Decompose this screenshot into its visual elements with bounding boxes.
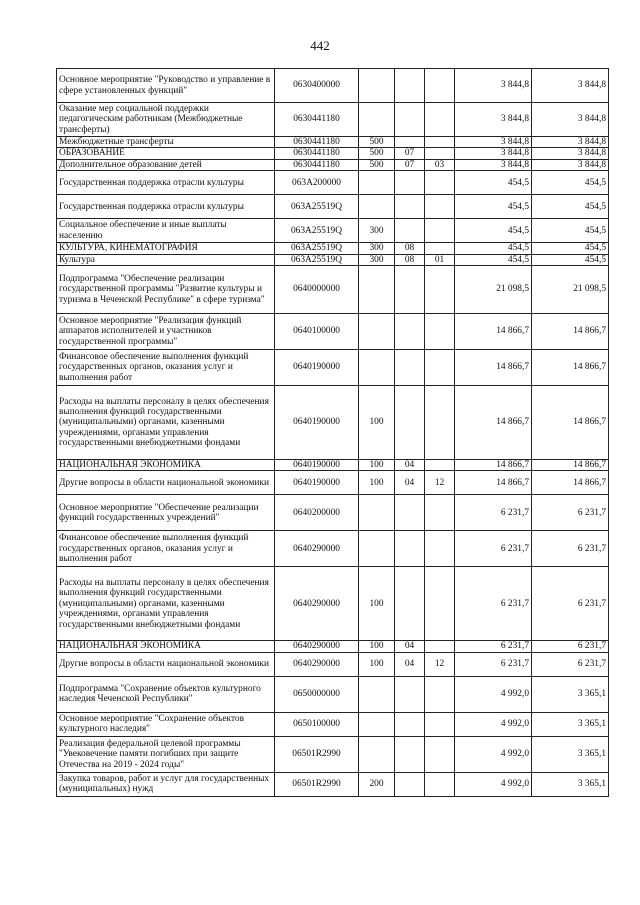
target-code-cell: 063A25519Q — [275, 219, 359, 243]
expense-type-cell — [359, 314, 395, 350]
subsection-cell — [425, 243, 455, 254]
amount-year2-cell: 3 365,1 — [532, 772, 609, 796]
section-cell — [395, 171, 425, 195]
subsection-cell — [425, 103, 455, 137]
amount-year2-cell: 14 866,7 — [532, 460, 609, 471]
table-row — [57, 195, 609, 219]
amount-year1-cell: 14 866,7 — [455, 471, 532, 495]
amount-year1-cell: 14 866,7 — [455, 386, 532, 460]
table-row — [57, 148, 609, 159]
target-code-cell: 0640190000 — [275, 471, 359, 495]
amount-year2-cell: 454,5 — [532, 171, 609, 195]
amount-year1-cell: 3 844,8 — [455, 69, 532, 103]
amount-year1-cell: 3 844,8 — [455, 148, 532, 159]
target-code-cell: 0640100000 — [275, 314, 359, 350]
table-row — [57, 243, 609, 254]
section-cell — [395, 495, 425, 531]
expense-name-cell: Оказание мер социальной поддержки педагогическим работникам (Межбюджетные трансферты) — [57, 103, 275, 137]
expense-name-cell: НАЦИОНАЛЬНАЯ ЭКОНОМИКА — [57, 460, 275, 471]
section-cell: 04 — [395, 471, 425, 495]
subsection-cell — [425, 386, 455, 460]
table-row — [57, 531, 609, 567]
amount-year2-cell: 3 365,1 — [532, 736, 609, 772]
expense-name-cell: Расходы на выплаты персоналу в целях обеспечения выполнения функций государственными (муниципальными) органами, казенными учреждениями, органами управления государственными внебюджетными фондами — [57, 386, 275, 460]
amount-year2-cell: 3 365,1 — [532, 676, 609, 712]
expense-type-cell: 100 — [359, 386, 395, 460]
subsection-cell — [425, 495, 455, 531]
table-row — [57, 736, 609, 772]
expense-type-cell: 100 — [359, 641, 395, 652]
subsection-cell — [425, 195, 455, 219]
section-cell: 08 — [395, 243, 425, 254]
table-row — [57, 471, 609, 495]
section-cell — [395, 712, 425, 736]
table-row — [57, 641, 609, 652]
target-code-cell: 063A200000 — [275, 171, 359, 195]
amount-year1-cell: 454,5 — [455, 219, 532, 243]
table-row — [57, 712, 609, 736]
amount-year1-cell: 4 992,0 — [455, 676, 532, 712]
amount-year2-cell: 6 231,7 — [532, 495, 609, 531]
amount-year1-cell: 4 992,0 — [455, 712, 532, 736]
table-row — [57, 254, 609, 265]
target-code-cell: 06501R2990 — [275, 772, 359, 796]
table-row — [57, 772, 609, 796]
amount-year2-cell: 3 844,8 — [532, 148, 609, 159]
target-code-cell: 0640190000 — [275, 350, 359, 386]
expense-type-cell — [359, 350, 395, 386]
section-cell — [395, 314, 425, 350]
amount-year1-cell: 454,5 — [455, 243, 532, 254]
amount-year2-cell: 14 866,7 — [532, 471, 609, 495]
subsection-cell — [425, 314, 455, 350]
amount-year1-cell: 14 866,7 — [455, 314, 532, 350]
section-cell — [395, 219, 425, 243]
amount-year1-cell: 14 866,7 — [455, 350, 532, 386]
table-row — [57, 652, 609, 676]
expense-type-cell: 300 — [359, 243, 395, 254]
amount-year1-cell: 6 231,7 — [455, 567, 532, 641]
subsection-cell — [425, 567, 455, 641]
expense-name-cell: Подпрограмма "Обеспечение реализации государственной программы "Развитие культуры и туризма в Чеченской Республике" в сфере туризма" — [57, 266, 275, 314]
amount-year1-cell: 4 992,0 — [455, 736, 532, 772]
target-code-cell: 0630441180 — [275, 103, 359, 137]
amount-year1-cell: 6 231,7 — [455, 495, 532, 531]
amount-year2-cell: 6 231,7 — [532, 652, 609, 676]
table-row — [57, 386, 609, 460]
subsection-cell — [425, 266, 455, 314]
expense-type-cell — [359, 736, 395, 772]
expense-type-cell: 100 — [359, 652, 395, 676]
amount-year2-cell: 3 844,8 — [532, 103, 609, 137]
table-row — [57, 350, 609, 386]
target-code-cell: 0640290000 — [275, 641, 359, 652]
section-cell: 07 — [395, 148, 425, 159]
amount-year2-cell: 454,5 — [532, 219, 609, 243]
amount-year1-cell: 3 844,8 — [455, 103, 532, 137]
expense-type-cell — [359, 712, 395, 736]
amount-year2-cell: 14 866,7 — [532, 386, 609, 460]
section-cell — [395, 676, 425, 712]
expense-name-cell: Социальное обеспечение и иные выплаты населению — [57, 219, 275, 243]
subsection-cell — [425, 736, 455, 772]
amount-year1-cell: 3 844,8 — [455, 159, 532, 170]
section-cell — [395, 531, 425, 567]
subsection-cell — [425, 350, 455, 386]
expense-type-cell — [359, 531, 395, 567]
table-row — [57, 137, 609, 148]
expense-type-cell: 100 — [359, 471, 395, 495]
table-row — [57, 495, 609, 531]
target-code-cell: 0630400000 — [275, 69, 359, 103]
subsection-cell — [425, 712, 455, 736]
expense-name-cell: Межбюджетные трансферты — [57, 137, 275, 148]
target-code-cell: 063A25519Q — [275, 243, 359, 254]
amount-year1-cell: 6 231,7 — [455, 531, 532, 567]
target-code-cell: 0640290000 — [275, 652, 359, 676]
expense-name-cell: Закупка товаров, работ и услуг для государственных (муниципальных) нужд — [57, 772, 275, 796]
section-cell — [395, 567, 425, 641]
amount-year2-cell: 454,5 — [532, 254, 609, 265]
table-row — [57, 266, 609, 314]
amount-year2-cell: 14 866,7 — [532, 314, 609, 350]
table-row — [57, 676, 609, 712]
amount-year1-cell: 454,5 — [455, 254, 532, 265]
amount-year1-cell: 14 866,7 — [455, 460, 532, 471]
target-code-cell: 0630441180 — [275, 159, 359, 170]
target-code-cell: 063A25519Q — [275, 195, 359, 219]
section-cell — [395, 69, 425, 103]
page-number: 442 — [310, 38, 330, 53]
expense-type-cell — [359, 266, 395, 314]
amount-year1-cell: 454,5 — [455, 171, 532, 195]
section-cell: 08 — [395, 254, 425, 265]
expense-type-cell: 100 — [359, 567, 395, 641]
table-row — [57, 314, 609, 350]
section-cell — [395, 195, 425, 219]
table-row — [57, 159, 609, 170]
amount-year2-cell: 21 098,5 — [532, 266, 609, 314]
expense-name-cell: Основное мероприятие "Обеспечение реализации функций государственных учреждений" — [57, 495, 275, 531]
table-row — [57, 219, 609, 243]
subsection-cell — [425, 148, 455, 159]
table-row — [57, 171, 609, 195]
expense-name-cell: Другие вопросы в области национальной экономики — [57, 652, 275, 676]
section-cell — [395, 736, 425, 772]
subsection-cell — [425, 171, 455, 195]
subsection-cell: 01 — [425, 254, 455, 265]
expense-name-cell: КУЛЬТУРА, КИНЕМАТОГРАФИЯ — [57, 243, 275, 254]
expense-name-cell: Дополнительное образование детей — [57, 159, 275, 170]
subsection-cell — [425, 641, 455, 652]
budget-table — [56, 68, 609, 797]
expense-type-cell — [359, 495, 395, 531]
target-code-cell: 06501R2990 — [275, 736, 359, 772]
target-code-cell: 0640290000 — [275, 567, 359, 641]
amount-year1-cell: 454,5 — [455, 195, 532, 219]
expense-type-cell: 500 — [359, 148, 395, 159]
section-cell: 04 — [395, 641, 425, 652]
target-code-cell: 0630441180 — [275, 148, 359, 159]
section-cell: 04 — [395, 460, 425, 471]
amount-year2-cell: 3 844,8 — [532, 69, 609, 103]
section-cell: 07 — [395, 159, 425, 170]
section-cell — [395, 350, 425, 386]
expense-name-cell: Государственная поддержка отрасли культуры — [57, 171, 275, 195]
target-code-cell: 0640190000 — [275, 386, 359, 460]
target-code-cell: 0640290000 — [275, 531, 359, 567]
expense-type-cell — [359, 676, 395, 712]
target-code-cell: 0650100000 — [275, 712, 359, 736]
budget-table-body — [57, 69, 609, 797]
amount-year2-cell: 14 866,7 — [532, 350, 609, 386]
subsection-cell — [425, 531, 455, 567]
expense-name-cell: Культура — [57, 254, 275, 265]
expense-name-cell: Расходы на выплаты персоналу в целях обеспечения выполнения функций государственными (муниципальными) органами, казенными учреждениями, органами управления государственными внебюджетными фондами — [57, 567, 275, 641]
table-row — [57, 103, 609, 137]
expense-name-cell: Государственная поддержка отрасли культуры — [57, 195, 275, 219]
expense-name-cell: Другие вопросы в области национальной экономики — [57, 471, 275, 495]
expense-type-cell — [359, 69, 395, 103]
target-code-cell: 063A25519Q — [275, 254, 359, 265]
expense-type-cell: 100 — [359, 460, 395, 471]
expense-name-cell: Основное мероприятие "Реализация функций аппаратов исполнителей и участников государственной программы" — [57, 314, 275, 350]
expense-name-cell: Основное мероприятие "Сохранение объектов культурного наследия" — [57, 712, 275, 736]
subsection-cell — [425, 69, 455, 103]
amount-year2-cell: 3 844,8 — [532, 137, 609, 148]
amount-year2-cell: 3 365,1 — [532, 712, 609, 736]
amount-year1-cell: 4 992,0 — [455, 772, 532, 796]
section-cell — [395, 103, 425, 137]
expense-name-cell: Реализация федеральной целевой программы "Увековечение памяти погибших при защите Отечества на 2019 - 2024 годы" — [57, 736, 275, 772]
section-cell — [395, 266, 425, 314]
amount-year1-cell: 21 098,5 — [455, 266, 532, 314]
table-row — [57, 567, 609, 641]
expense-type-cell: 300 — [359, 219, 395, 243]
target-code-cell: 0640000000 — [275, 266, 359, 314]
amount-year1-cell: 6 231,7 — [455, 652, 532, 676]
section-cell — [395, 137, 425, 148]
amount-year2-cell: 3 844,8 — [532, 159, 609, 170]
target-code-cell: 0640190000 — [275, 460, 359, 471]
amount-year1-cell: 3 844,8 — [455, 137, 532, 148]
target-code-cell: 0650000000 — [275, 676, 359, 712]
expense-type-cell — [359, 195, 395, 219]
table-row — [57, 69, 609, 103]
expense-name-cell: Финансовое обеспечение выполнения функций государственных органов, оказания услуг и выполнения работ — [57, 531, 275, 567]
expense-name-cell: Финансовое обеспечение выполнения функций государственных органов, оказания услуг и выполнения работ — [57, 350, 275, 386]
expense-type-cell: 500 — [359, 159, 395, 170]
subsection-cell — [425, 772, 455, 796]
section-cell: 04 — [395, 652, 425, 676]
subsection-cell — [425, 676, 455, 712]
section-cell — [395, 772, 425, 796]
subsection-cell: 12 — [425, 652, 455, 676]
expense-type-cell: 500 — [359, 137, 395, 148]
expense-type-cell: 200 — [359, 772, 395, 796]
target-code-cell: 0640200000 — [275, 495, 359, 531]
expense-name-cell: Подпрограмма "Сохранение объектов культурного наследия Чеченской Республики" — [57, 676, 275, 712]
expense-type-cell — [359, 171, 395, 195]
amount-year2-cell: 6 231,7 — [532, 641, 609, 652]
subsection-cell — [425, 137, 455, 148]
section-cell — [395, 386, 425, 460]
target-code-cell: 0630441180 — [275, 137, 359, 148]
expense-type-cell — [359, 103, 395, 137]
amount-year2-cell: 454,5 — [532, 195, 609, 219]
table-row — [57, 460, 609, 471]
expense-name-cell: ОБРАЗОВАНИЕ — [57, 148, 275, 159]
subsection-cell: 03 — [425, 159, 455, 170]
subsection-cell — [425, 219, 455, 243]
expense-type-cell: 300 — [359, 254, 395, 265]
amount-year2-cell: 6 231,7 — [532, 567, 609, 641]
expense-name-cell: Основное мероприятие "Руководство и управление в сфере установленных функций" — [57, 69, 275, 103]
amount-year1-cell: 6 231,7 — [455, 641, 532, 652]
amount-year2-cell: 6 231,7 — [532, 531, 609, 567]
subsection-cell — [425, 460, 455, 471]
amount-year2-cell: 454,5 — [532, 243, 609, 254]
subsection-cell: 12 — [425, 471, 455, 495]
expense-name-cell: НАЦИОНАЛЬНАЯ ЭКОНОМИКА — [57, 641, 275, 652]
